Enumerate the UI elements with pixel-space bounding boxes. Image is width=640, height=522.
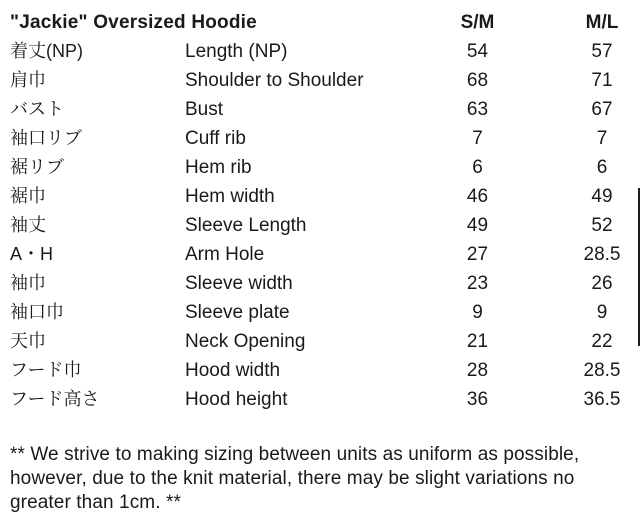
ml-value: 52: [591, 215, 613, 236]
en-measurement-label: Hem rib: [185, 157, 252, 178]
jp-measurement-label: 袖巾: [10, 273, 46, 293]
table-row: [10, 327, 640, 356]
column-header-ml: M/L: [585, 11, 619, 33]
en-measurement-label: Hood height: [185, 389, 288, 410]
jp-measurement-label: バスト: [10, 99, 64, 119]
sizing-disclaimer: ** We strive to making sizing between units as uniform as possible, however, due to the knit material, there may be slight variations no greater than 1cm. **: [10, 444, 580, 513]
ml-value: 67: [591, 99, 613, 120]
jp-measurement-label: フード巾: [10, 360, 82, 380]
en-measurement-label: Shoulder to Shoulder: [185, 70, 364, 91]
sm-value: 27: [466, 244, 489, 265]
table-row: [10, 240, 640, 269]
jp-measurement-label: 裾リブ: [10, 157, 64, 177]
jp-measurement-label: 袖口巾: [10, 302, 64, 322]
table-row: [10, 37, 640, 66]
table-row: [10, 211, 640, 240]
ml-value: 22: [591, 331, 613, 352]
sm-value: 46: [466, 186, 489, 207]
en-measurement-label: Sleeve width: [185, 273, 293, 294]
sm-value: 68: [466, 70, 489, 91]
jp-measurement-label: 袖丈: [10, 215, 46, 235]
ml-value: 49: [591, 186, 613, 207]
ml-value: 7: [596, 128, 608, 149]
jp-measurement-label: 袖口リブ: [10, 128, 82, 148]
sm-value: 23: [466, 273, 489, 294]
table-row: [10, 298, 640, 327]
en-measurement-label: Hood width: [185, 360, 281, 381]
ml-value: 57: [591, 41, 613, 62]
en-measurement-label: Cuff rib: [185, 128, 246, 149]
jp-measurement-label: 肩巾: [10, 70, 46, 90]
jp-measurement-label: 裾巾: [10, 186, 46, 206]
en-measurement-label: Bust: [185, 99, 224, 120]
sm-value: 63: [466, 99, 489, 120]
en-measurement-label: Hem width: [185, 186, 275, 207]
sm-value: 49: [466, 215, 489, 236]
en-measurement-label: Neck Opening: [185, 331, 306, 352]
en-measurement-label: Arm Hole: [185, 244, 265, 265]
sm-value: 7: [472, 128, 483, 149]
sm-value: 36: [466, 389, 489, 410]
table-row: [10, 385, 640, 414]
en-measurement-label: Length (NP): [185, 41, 288, 62]
sm-value: 6: [472, 157, 483, 178]
ml-value: 71: [591, 70, 613, 91]
table-row: [10, 182, 640, 211]
table-row: [10, 153, 640, 182]
table-row: [10, 66, 640, 95]
table-row: [10, 356, 640, 385]
ml-value: 28.5: [583, 244, 621, 265]
ml-value: 6: [596, 157, 608, 178]
jp-measurement-label: 着丈(NP): [10, 41, 83, 61]
table-header-row: [10, 7, 640, 37]
sm-value: 21: [466, 331, 489, 352]
ml-value: 26: [591, 273, 613, 294]
en-measurement-label: Sleeve plate: [185, 302, 290, 323]
ml-value: 28.5: [583, 360, 621, 381]
table-row: [10, 269, 640, 298]
column-header-sm: S/M: [460, 11, 495, 33]
jp-measurement-label: A・H: [10, 244, 54, 264]
sm-value: 9: [472, 302, 483, 323]
sm-value: 28: [466, 360, 489, 381]
table-body: [10, 37, 640, 414]
table-row: [10, 95, 640, 124]
jp-measurement-label: 天巾: [10, 331, 46, 351]
ml-value: 36.5: [583, 389, 621, 410]
ml-value: 9: [596, 302, 608, 323]
product-title: "Jackie" Oversized Hoodie: [10, 11, 257, 33]
table-row: [10, 124, 640, 153]
sm-value: 54: [466, 41, 489, 62]
jp-measurement-label: フード高さ: [10, 389, 100, 409]
en-measurement-label: Sleeve Length: [185, 215, 307, 236]
